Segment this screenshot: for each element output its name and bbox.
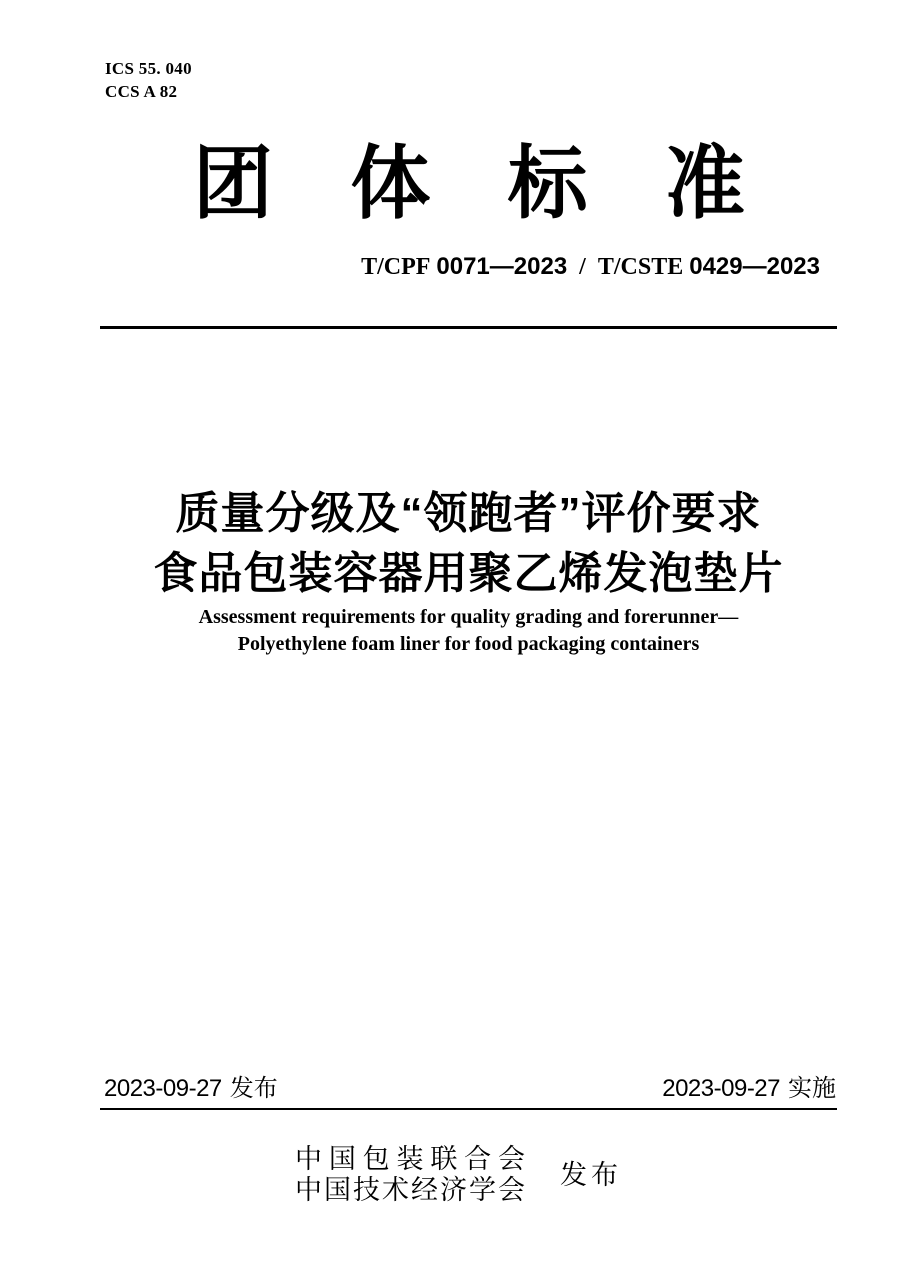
header-rule bbox=[100, 326, 837, 329]
title-english bbox=[80, 604, 857, 658]
title-chinese-line2: 食品包装容器用聚乙烯发泡垫片 bbox=[153, 549, 784, 598]
standard-number-1-org: T/CPF bbox=[361, 254, 431, 280]
date-row bbox=[104, 1076, 836, 1102]
classification-codes bbox=[105, 57, 192, 103]
publisher-org-1: 中国包装联合会 bbox=[295, 1144, 525, 1174]
standard-number-2-num: 0429—2023 bbox=[689, 253, 820, 280]
document-type-title: 团体标准 bbox=[193, 139, 745, 228]
issue-date-group bbox=[104, 1076, 278, 1102]
publisher-org-2: 中国技术经济学会 bbox=[295, 1175, 525, 1205]
standard-number-1-num: 0071—2023 bbox=[436, 253, 568, 280]
standard-numbers bbox=[361, 252, 820, 282]
issue-label: 发布 bbox=[229, 1075, 278, 1102]
implementation-label: 实施 bbox=[788, 1075, 836, 1102]
ics-code: ICS 55. 040 bbox=[105, 59, 192, 78]
footer-rule bbox=[100, 1108, 837, 1110]
publisher-organizations bbox=[295, 1144, 525, 1206]
title-chinese bbox=[80, 484, 857, 604]
implementation-date-group bbox=[662, 1076, 836, 1102]
standard-number-2-org: T/CSTE bbox=[597, 254, 684, 280]
title-chinese-line1: 质量分级及“领跑者”评价要求 bbox=[175, 489, 762, 538]
title-english-line1: Assessment requirements for quality grading and forerunner— bbox=[198, 606, 739, 628]
implementation-date: 2023-09-27 bbox=[662, 1075, 780, 1102]
ccs-code: CCS A 82 bbox=[105, 82, 178, 101]
title-english-line2: Polyethylene foam liner for food packaging containers bbox=[237, 633, 700, 655]
standard-number-separator: / bbox=[579, 254, 586, 280]
issue-date: 2023-09-27 bbox=[104, 1075, 222, 1102]
publish-label: 发布 bbox=[560, 1160, 618, 1190]
